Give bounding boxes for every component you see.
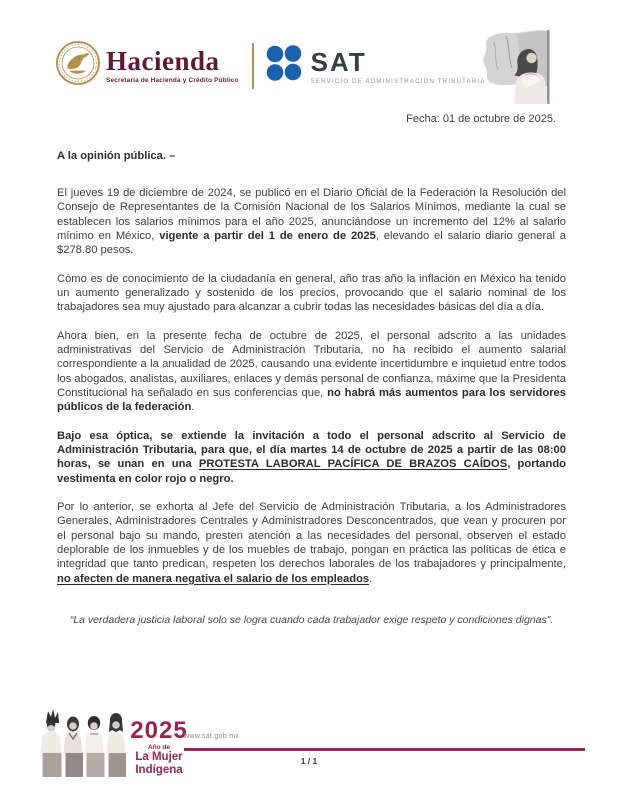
header-divider	[252, 43, 254, 89]
campaign-line2: Indígena	[135, 763, 183, 776]
salutation: A la opinión pública. –	[57, 150, 176, 162]
sat-wordmark-block	[311, 49, 486, 85]
sat-wordmark: SAT	[310, 47, 367, 77]
closing-quote: “La verdadera justicia laboral solo se logra cuando cada trabajador exige respeto y condiciones dignas”.	[69, 613, 554, 626]
hacienda-subtitle: Secretaría de Hacienda y Crédito Público	[106, 76, 239, 84]
hacienda-wordmark: Hacienda	[106, 45, 220, 76]
indigenous-women-image	[36, 707, 128, 784]
sat-subtitle: SERVICIO DE ADMINISTRACIÓN TRIBUTARIA	[310, 79, 486, 85]
sat-logo	[265, 43, 486, 88]
page-indicator: 1 / 1	[300, 756, 318, 766]
paragraph: Ahora bien, en la presente fecha de octubre de 2025, el personal adscrito a las unidades administrativas del Servicio de Administración Tributaria, no ha recibido el aumento salarial correspondiente a la anualidad de 2025, causando una evidente incertidumbre e inquietud entre todos los abogados, analistas, auxiliares, enlaces y demás personal de confianza, máxime que la Presidenta Constitucional ha señalado en sus conferencias que, no habrá más aumentos para los servidores públicos de la federación.	[57, 329, 566, 414]
woman-with-flag-image	[476, 28, 576, 113]
hacienda-eagle-seal-icon	[55, 40, 101, 91]
campaign-line1: La Mujer	[135, 751, 183, 763]
footer-rule	[184, 748, 585, 751]
campaign-year: 2025	[130, 717, 188, 744]
year-campaign-badge	[129, 719, 189, 776]
paragraph: Bajo esa óptica, se extiende la invitación a todo el personal adscrito al Servicio de Administración Tributaria, para que, el día martes 14 de octubre de 2025 a partir de las 08:00 horas, se unan en una PROTESTA LABORAL PACÍFICA DE BRAZOS CAÍDOS, portando vestimenta en color rojo o negro.	[57, 429, 567, 485]
hacienda-wordmark-block	[106, 45, 239, 84]
date-line: Fecha: 01 de octubre de 2025.	[406, 113, 556, 125]
letter-body	[57, 150, 566, 626]
hacienda-logo	[55, 40, 239, 91]
header	[55, 40, 486, 91]
paragraphs	[57, 186, 566, 586]
campaign-year-label: Año de	[147, 744, 171, 751]
paragraph: El jueves 19 de diciembre de 2024, se publicó en el Diario Oficial de la Federación la Resolución del Consejo de Representantes de la Comisión Nacional de los Salarios Mínimos, mediante la cual se establecen los salarios mínimos para el año 2025, anunciándose un incremento del 12% al salario mínimo en México, vigente a partir del 1 de enero de 2025, elevando el salario diario general a $278.80 pesos.	[57, 187, 566, 257]
paragraph: Por lo anterior, se exhorta al Jefe del Servicio de Administración Tributaria, a los Administradores Generales, Administradores Centrales y Administradores Desconcentrados, que vean y procuren por el personal bajo su mando, presten atención a las necesidades del personal, observen el estado deplorable de los inmuebles y de los muebles de trabajo, pongan en práctica las políticas de ética e integridad que tanto predican, respeten los derechos laborales de los trabajadores y principalmente, no afecten de manera negativa el salario de los empleados.	[57, 500, 566, 585]
sat-four-dots-icon	[265, 43, 303, 88]
website-url: www.sat.gob.mx	[184, 733, 240, 740]
paragraph: Cómo es de conocimiento de la ciudadanía en general, año tras año la inflación en México ha tenido un aumento generalizado y sostenido de los precios, provocando que el salario nominal de los trabajadores sea muy ajustado para alcanzar a cubrir todas las necesidades básicas del día a día.	[57, 272, 566, 314]
